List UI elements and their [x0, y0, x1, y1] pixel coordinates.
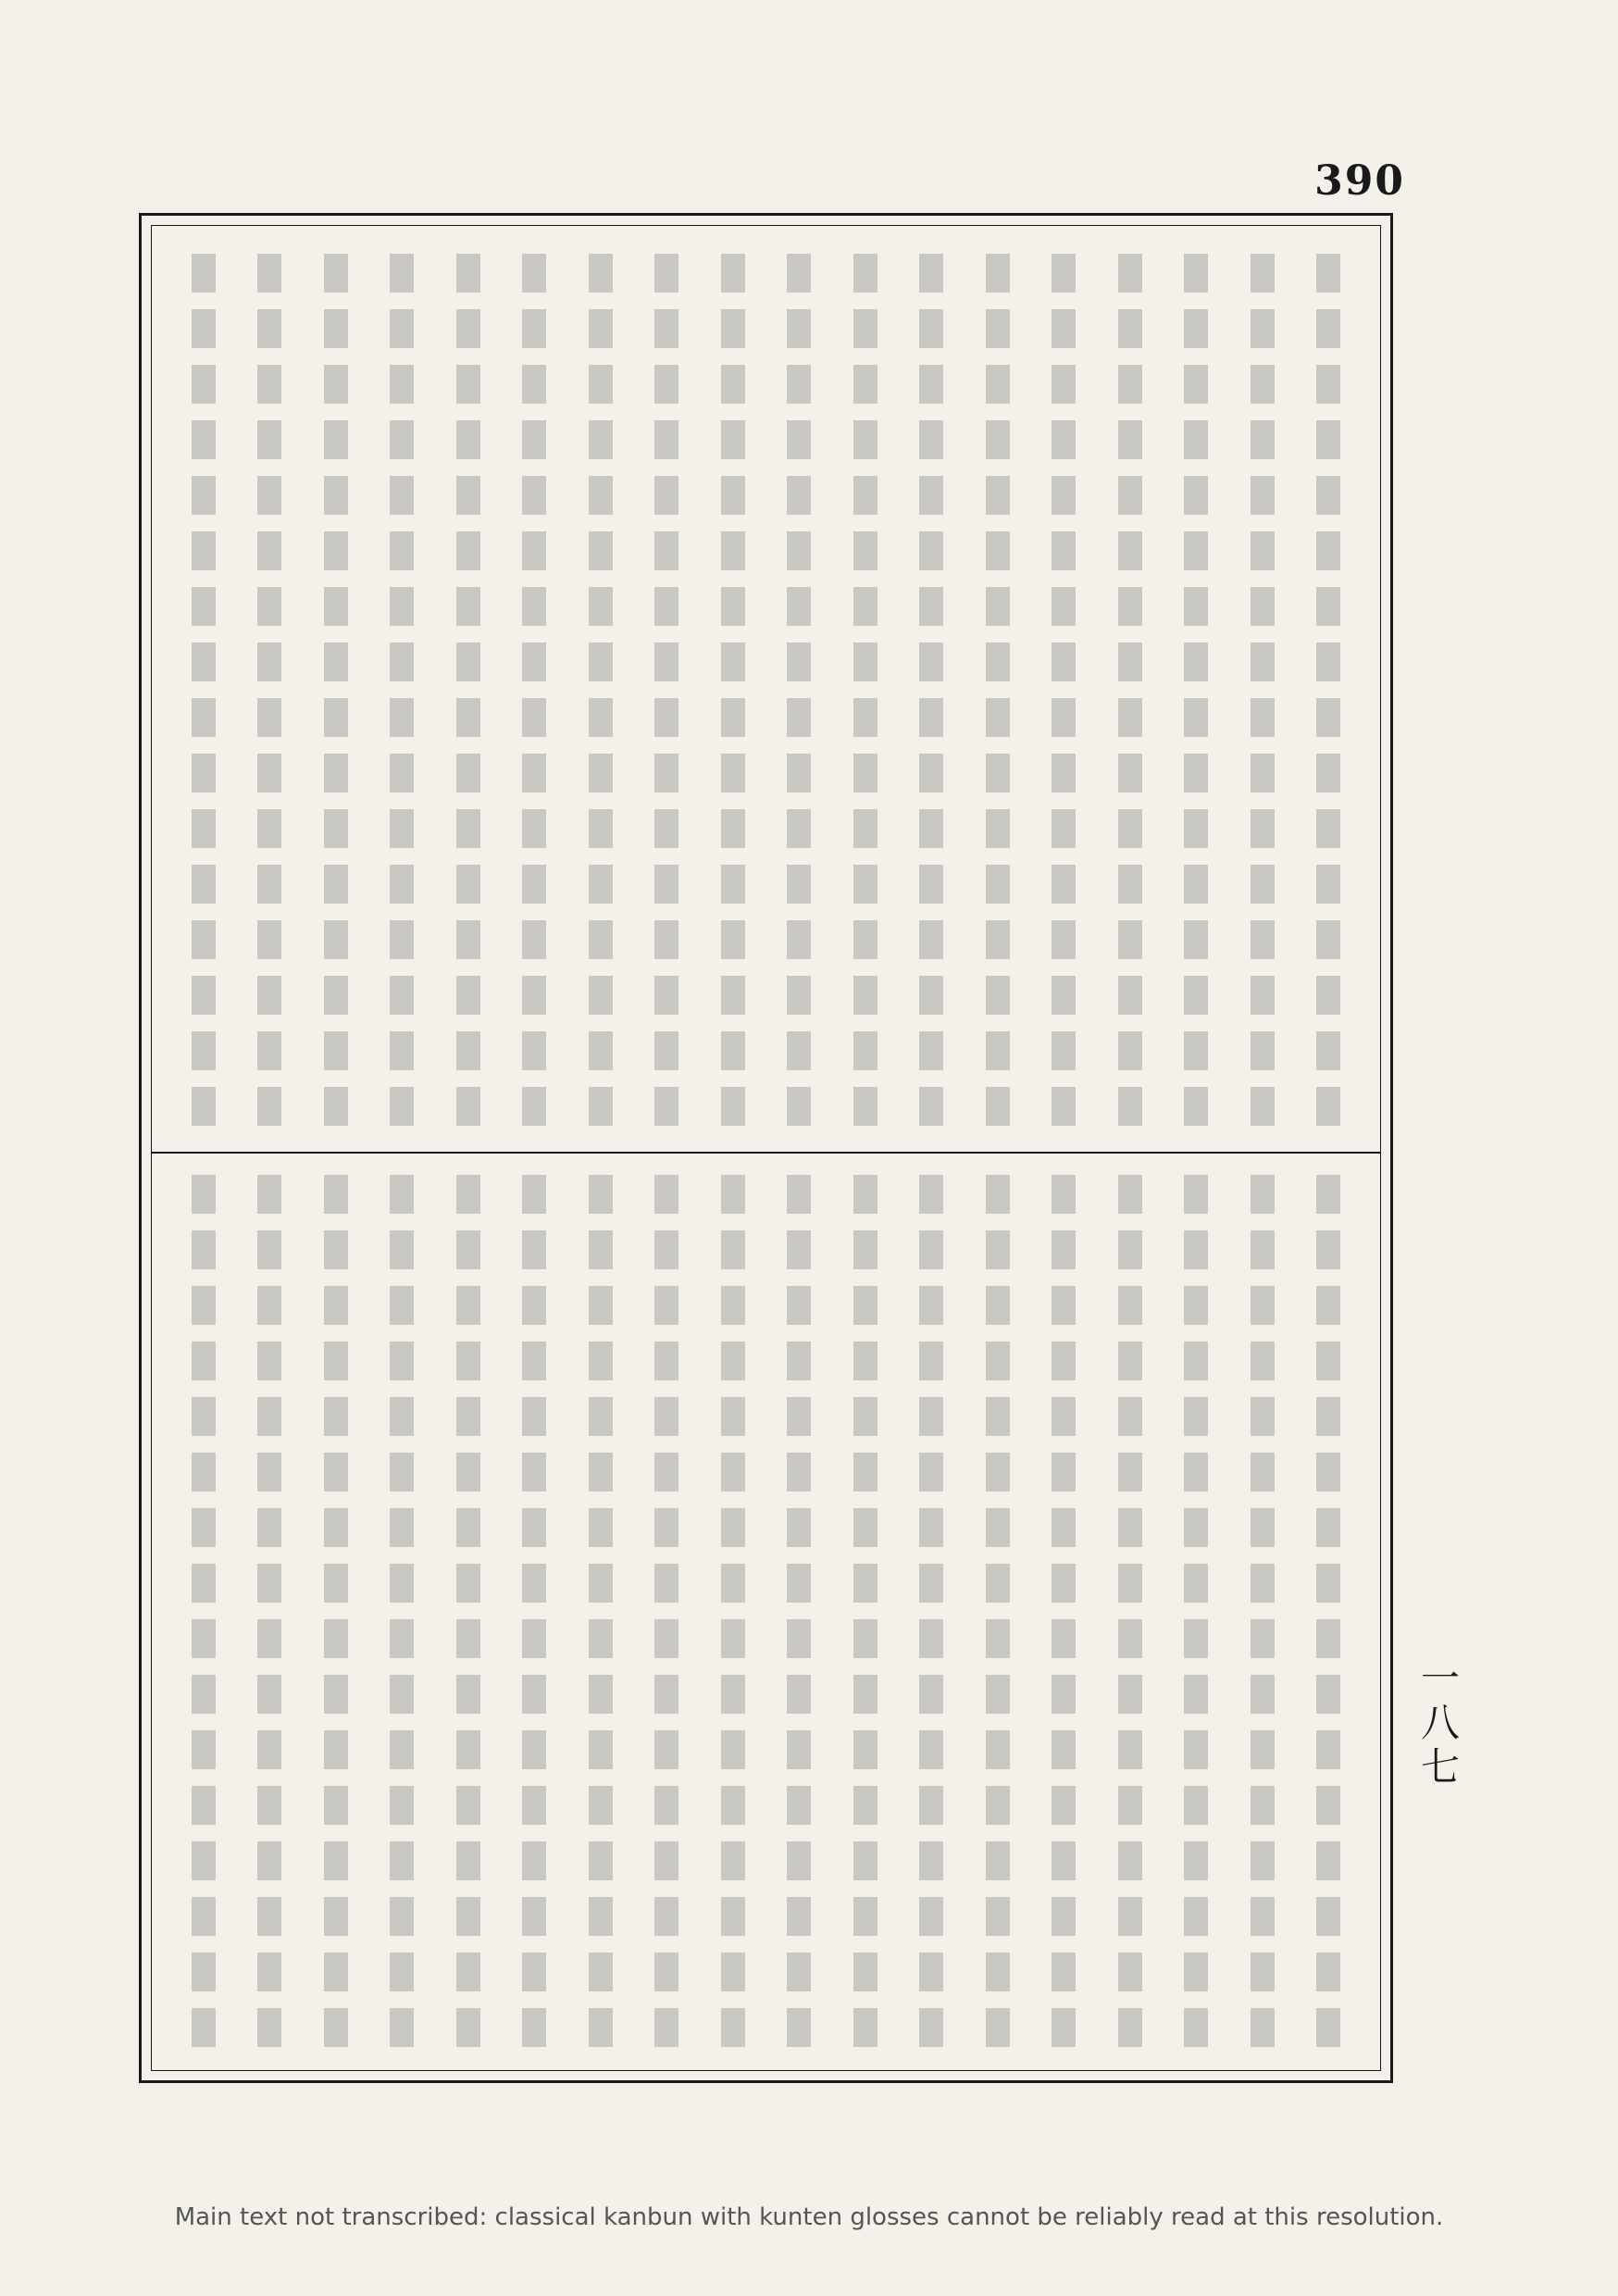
text-column-placeholder — [245, 1175, 293, 2064]
text-column-placeholder — [841, 1175, 890, 2064]
text-column-placeholder — [1106, 254, 1154, 1133]
text-column-placeholder — [775, 254, 823, 1133]
text-column-placeholder — [1304, 254, 1352, 1133]
page-number-top: 390 — [1314, 157, 1405, 205]
text-column-placeholder — [180, 1175, 228, 2064]
transcription-notice: Main text not transcribed: classical kanbun with kunten glosses cannot be reliably read at this resolution. — [174, 2203, 1444, 2231]
text-column-placeholder — [312, 1175, 360, 2064]
text-column-placeholder — [1172, 1175, 1220, 2064]
text-column-placeholder — [907, 254, 955, 1133]
text-column-placeholder — [1238, 254, 1287, 1133]
text-column-placeholder — [577, 1175, 625, 2064]
text-column-placeholder — [577, 254, 625, 1133]
text-column-placeholder — [642, 1175, 691, 2064]
text-column-placeholder — [378, 254, 426, 1133]
text-column-placeholder — [180, 254, 228, 1133]
text-column-placeholder — [510, 254, 558, 1133]
text-column-placeholder — [378, 1175, 426, 2064]
text-column-placeholder — [1304, 1175, 1352, 2064]
text-column-placeholder — [841, 254, 890, 1133]
text-column-placeholder — [709, 1175, 757, 2064]
page-frame-inner — [151, 225, 1381, 2071]
text-column-placeholder — [1039, 1175, 1088, 2064]
text-column-placeholder — [642, 254, 691, 1133]
text-column-placeholder — [974, 254, 1022, 1133]
text-column-placeholder — [444, 1175, 492, 2064]
register-divider — [152, 1152, 1380, 1154]
text-column-placeholder — [245, 254, 293, 1133]
text-column-placeholder — [1106, 1175, 1154, 2064]
lower-register — [180, 1175, 1352, 2064]
text-column-placeholder — [907, 1175, 955, 2064]
text-column-placeholder — [1238, 1175, 1287, 2064]
text-column-placeholder — [1039, 254, 1088, 1133]
text-column-placeholder — [312, 254, 360, 1133]
page-number-side: 一八七 — [1415, 1657, 1461, 1791]
text-column-placeholder — [510, 1175, 558, 2064]
upper-register — [180, 254, 1352, 1133]
text-column-placeholder — [1172, 254, 1220, 1133]
text-column-placeholder — [709, 254, 757, 1133]
page-frame — [139, 213, 1393, 2083]
text-column-placeholder — [444, 254, 492, 1133]
text-column-placeholder — [974, 1175, 1022, 2064]
text-column-placeholder — [775, 1175, 823, 2064]
